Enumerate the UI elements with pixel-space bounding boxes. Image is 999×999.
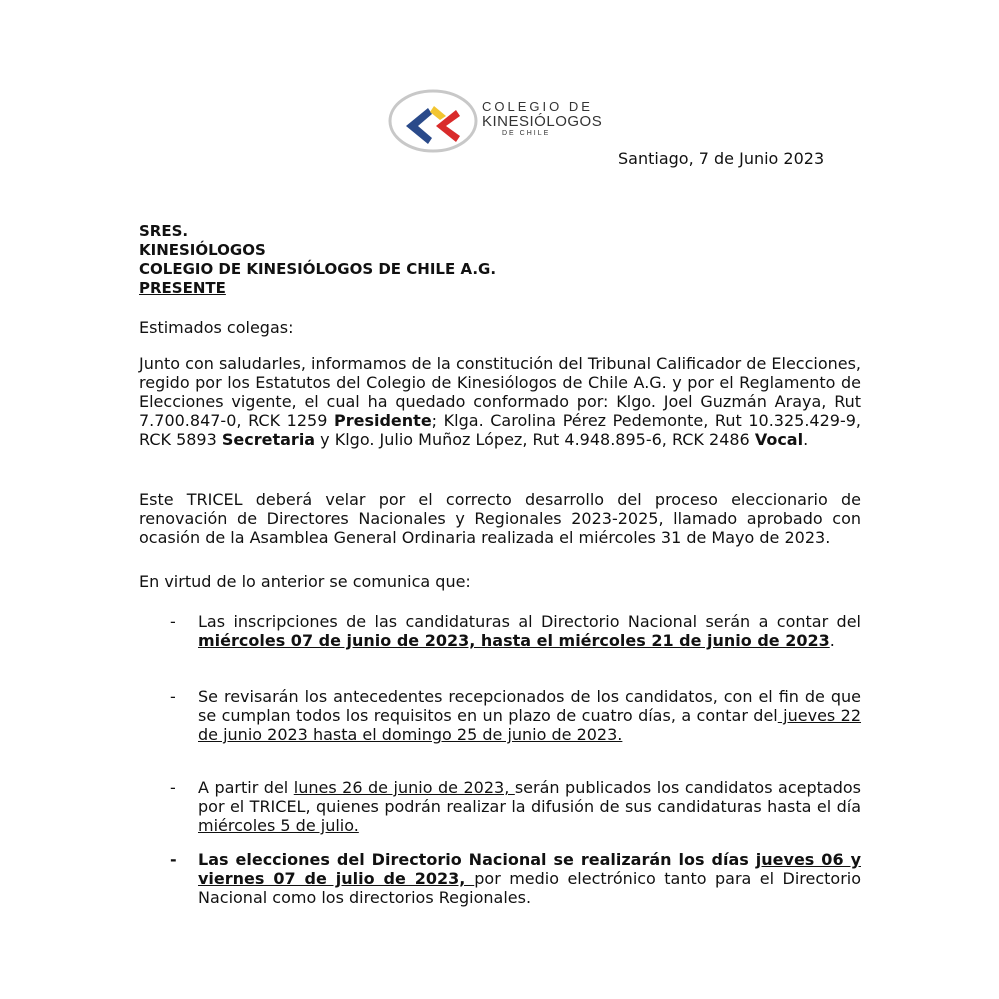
address-line-3: COLEGIO DE KINESIÓLOGOS DE CHILE A.G. — [139, 260, 497, 278]
bullet-2-dates: jueves 22 de junio 2023 hasta el domingo 25 de junio de 2023. — [198, 706, 862, 744]
recipient-address — [139, 222, 496, 298]
bullet-1-dates: miércoles 07 de junio de 2023, hasta el miércoles 21 de junio de 2023 — [198, 631, 830, 650]
para1-text-1: Junto con saludarles, informamos de la constitución del Tribunal Calificador de Elecciones, regido por los Estatutos del Colegio de Kinesiólogos de Chile A.G. y por el Reglamento de Elecciones vigente, el cual ha quedado conformado por: Klgo. Joel Guzmán Araya, Rut 7.700.847-0, RCK 1259 — [139, 354, 862, 430]
bullet-1-text: Las inscripciones de las candidaturas al Directorio Nacional serán a contar del — [198, 612, 861, 631]
bullet-3-date-1: lunes 26 de junio de 2023, — [293, 778, 515, 797]
logo-line-1: COLEGIO DE — [482, 99, 593, 114]
bullet-dash: - — [170, 850, 177, 869]
logo-emblem-icon — [388, 86, 478, 156]
para1-text-2: ; Klga. Carolina Pérez Pedemonte, Rut 10.325.429-9, RCK 5893 — [139, 411, 861, 449]
para1-role-vocal: Vocal — [754, 430, 804, 449]
bullet-dash: - — [170, 778, 176, 797]
colegio-logo — [388, 86, 628, 156]
para1-text-3: y Klgo. Julio Muñoz López, Rut 4.948.895-6, RCK 2486 — [315, 430, 755, 449]
address-line-2: KINESIÓLOGOS — [139, 241, 266, 259]
bullet-4-text-2: por medio electrónico tanto para el Directorio Nacional como los directorios Regionales. — [198, 869, 862, 907]
para1-role-secretaria: Secretaria — [221, 430, 316, 449]
greeting: Estimados colegas: — [139, 318, 294, 337]
address-line-4: PRESENTE — [139, 279, 226, 297]
bullet-3-date-2: miércoles 5 de julio. — [198, 816, 359, 835]
bullet-3-text-1: A partir del — [198, 778, 294, 797]
paragraph-tribunal — [139, 354, 861, 449]
bullet-3-text-2: serán publicados los candidatos aceptados por el TRICEL, quienes podrán realizar la difusión de sus candidaturas hasta el día — [198, 778, 862, 816]
logo-text — [482, 100, 602, 137]
letter-date: Santiago, 7 de Junio 2023 — [618, 149, 825, 168]
list-item — [170, 778, 861, 835]
bullet-4-dates: jueves 06 y viernes 07 de julio de 2023, — [198, 850, 861, 888]
paragraph-tricel: Este TRICEL deberá velar por el correcto desarrollo del proceso eleccionario de renovación de Directores Nacionales y Regionales 2023-2025, llamado aprobado con ocasión de la Asamblea General Ordinaria realizada el miércoles 31 de Mayo de 2023. — [139, 490, 861, 547]
logo-line-2: KINESIÓLOGOS — [482, 113, 603, 130]
para1-text-4: . — [803, 430, 809, 449]
bullet-1-end: . — [829, 631, 835, 650]
address-line-1: SRES. — [139, 222, 189, 240]
list-item — [170, 687, 861, 744]
bullet-4-text-1: Las elecciones del Directorio Nacional se realizarán los días — [198, 850, 756, 869]
list-item — [170, 612, 861, 650]
para1-role-presidente: Presidente — [334, 411, 432, 430]
logo-line-3: DE CHILE — [502, 130, 551, 137]
paragraph-intro-list: En virtud de lo anterior se comunica que: — [139, 572, 471, 591]
bullet-dash: - — [170, 612, 176, 631]
bullet-2-text: Se revisarán los antecedentes recepcionados de los candidatos, con el fin de que se cumplan todos los requisitos en un plazo de cuatro días, a contar del — [198, 687, 861, 725]
bullet-dash: - — [170, 687, 176, 706]
list-item — [170, 850, 861, 907]
